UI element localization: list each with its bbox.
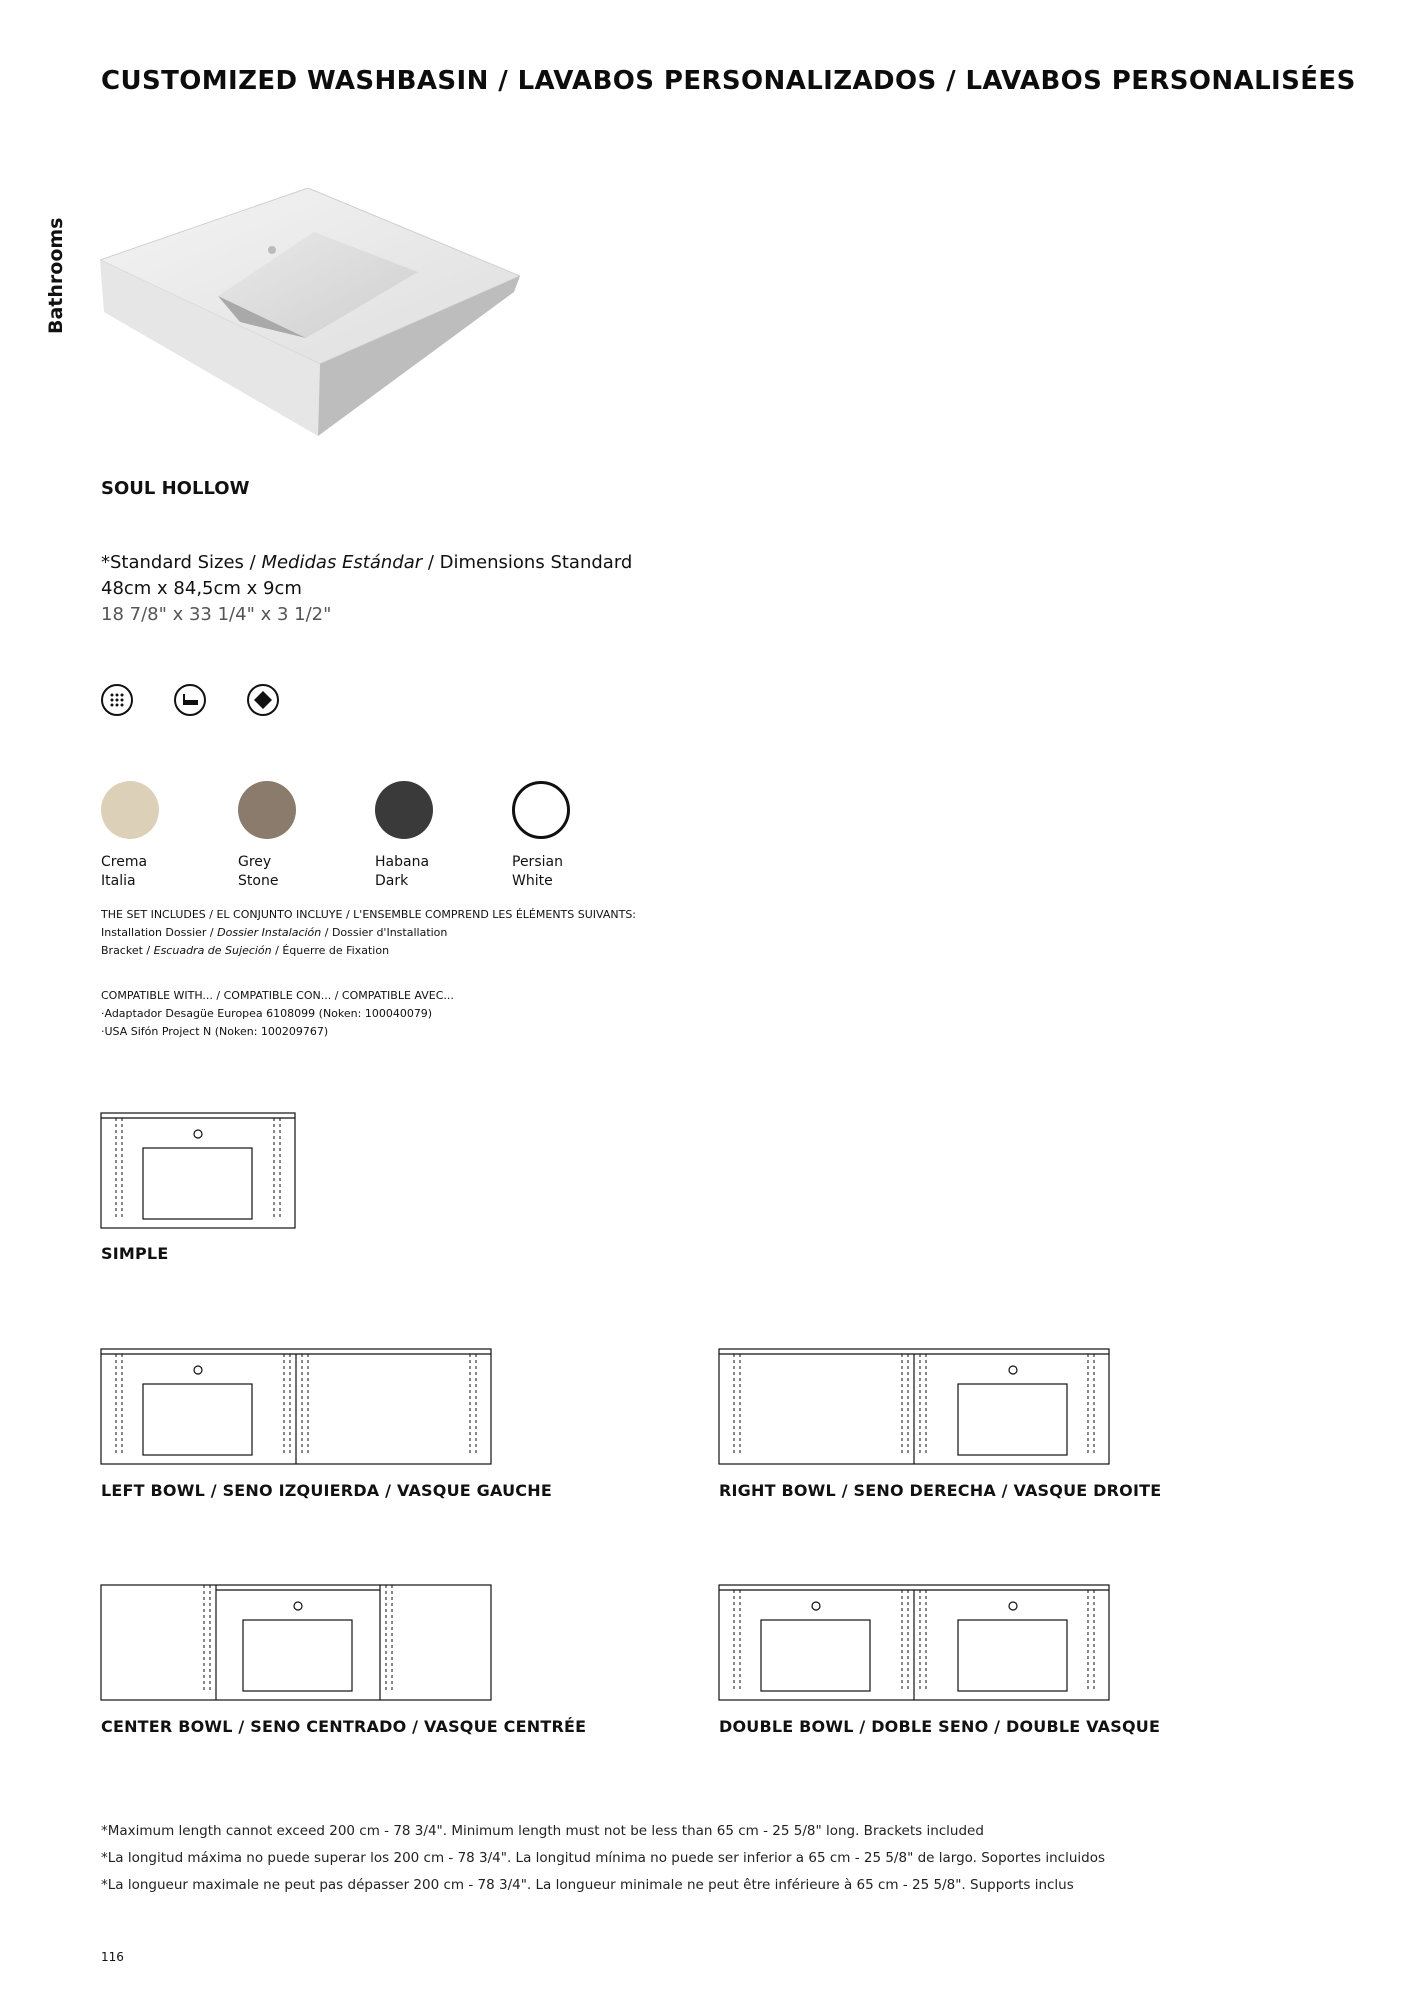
sizes-label [101, 550, 632, 576]
layout-label-center-bowl: CENTER BOWL / SENO CENTRADO / VASQUE CENTRÉE [101, 1717, 587, 1736]
square-diamond-icon [247, 684, 279, 716]
set-includes-item: Bracket / Escuadra de Sujeción / Équerre de Fixation [101, 944, 390, 957]
finish-swatch-habana-dark[interactable] [375, 781, 433, 839]
footnote-es: *La longitud máxima no puede superar los 200 cm - 78 3/4". La longitud mínima no puede ser inferior a 65 cm - 25 5/8" de largo. Soportes incluidos [101, 1850, 1106, 1866]
shelf-icon [174, 684, 206, 716]
dims-cm: 48cm x 84,5cm x 9cm [101, 578, 302, 599]
section-side-label: Bathrooms [45, 217, 67, 334]
compatible-item: ·USA Sifón Project N (Noken: 100209767) [101, 1025, 329, 1038]
left-bowl-layout-diagram [100, 1348, 496, 1468]
compatible-section [101, 987, 454, 1041]
sizes-label-en: *Standard Sizes / [101, 552, 262, 573]
finish-swatch-grey-stone[interactable] [238, 781, 296, 839]
drain-grid-icon [101, 684, 133, 716]
right-bowl-layout-diagram [718, 1348, 1114, 1468]
finish-swatch-persian-white[interactable] [512, 781, 570, 839]
center-bowl-layout-diagram [100, 1584, 496, 1704]
page-title: CUSTOMIZED WASHBASIN / LAVABOS PERSONALIZADOS / LAVABOS PERSONALISÉES [101, 66, 1356, 96]
layout-label-right-bowl: RIGHT BOWL / SENO DERECHA / VASQUE DROITE [719, 1481, 1162, 1500]
compatible-heading: COMPATIBLE WITH... / COMPATIBLE CON... / COMPATIBLE AVEC... [101, 989, 454, 1002]
finish-swatch-crema-italia[interactable] [101, 781, 159, 839]
finish-label: Grey Stone [238, 854, 279, 889]
set-includes-section [101, 906, 636, 960]
double-bowl-layout-diagram [718, 1584, 1114, 1704]
layout-label-double-bowl: DOUBLE BOWL / DOBLE SENO / DOUBLE VASQUE [719, 1717, 1161, 1736]
compatible-item: ·Adaptador Desagüe Europea 6108099 (Noken: 100040079) [101, 1007, 433, 1020]
finish-label: Persian White [512, 854, 563, 889]
layout-label-left-bowl: LEFT BOWL / SENO IZQUIERDA / VASQUE GAUCHE [101, 1481, 552, 1500]
finish-label: Habana Dark [375, 854, 430, 889]
simple-layout-diagram [100, 1112, 300, 1232]
layout-label-simple: SIMPLE [101, 1244, 169, 1263]
sizes-label-es: Medidas Estándar [261, 552, 423, 573]
set-includes-item: Installation Dossier / Dossier Instalación / Dossier d'Installation [101, 926, 448, 939]
washbasin-product-image [100, 188, 520, 436]
sizes-label-fr: / Dimensions Standard [422, 552, 633, 573]
footnote-en: *Maximum length cannot exceed 200 cm - 78 3/4". Minimum length must not be less than 65 cm - 25 5/8" long. Brackets included [101, 1823, 984, 1839]
finish-label: Crema Italia [101, 854, 148, 889]
set-includes-heading: THE SET INCLUDES / EL CONJUNTO INCLUYE / L'ENSEMBLE COMPREND LES ÉLÉMENTS SUIVANTS: [101, 908, 637, 921]
dims-in: 18 7/8" x 33 1/4" x 3 1/2" [101, 604, 332, 625]
standard-sizes [101, 550, 632, 628]
product-name: SOUL HOLLOW [101, 478, 250, 499]
page-number: 116 [101, 1950, 124, 1964]
footnote-fr: *La longueur maximale ne peut pas dépasser 200 cm - 78 3/4". La longueur minimale ne peut être inférieure à 65 cm - 25 5/8". Supports inclus [101, 1877, 1074, 1893]
